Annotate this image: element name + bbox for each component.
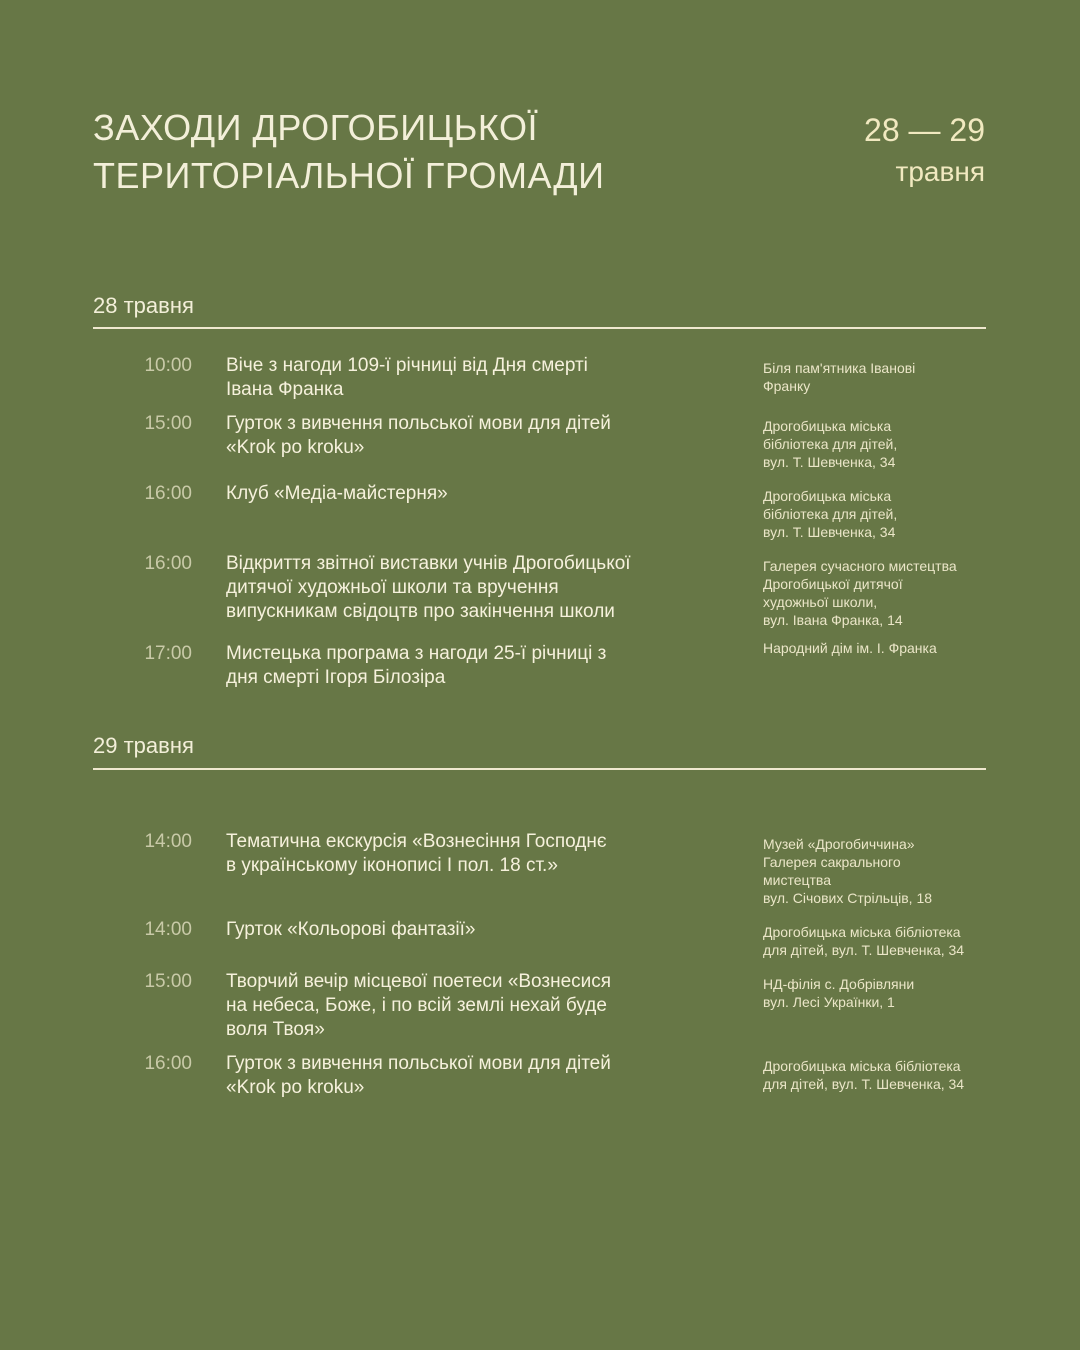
event-time: 10:00 xyxy=(144,355,192,376)
event-title: Гурток з вивчення польської мови для дітей «Krok po kroku» xyxy=(226,413,611,458)
event-title: Тематична екскурсія «Вознесіння Господнє в українському іконописі І пол. 18 ст.» xyxy=(226,831,607,876)
divider xyxy=(93,327,986,329)
event-time: 16:00 xyxy=(144,1053,192,1074)
event-time: 16:00 xyxy=(144,483,192,504)
event-location: Дрогобицька міська бібліотека для дітей, вул. Т. Шевченка, 34 xyxy=(763,418,898,470)
event-location: Дрогобицька міська бібліотека для дітей, вул. Т. Шевченка, 34 xyxy=(763,924,965,958)
page-title-line-1: ЗАХОДИ ДРОГОБИЦЬКОЇ xyxy=(93,107,538,148)
day-heading: 29 травня xyxy=(93,733,194,758)
event-location: Дрогобицька міська бібліотека для дітей, вул. Т. Шевченка, 34 xyxy=(763,488,898,540)
event-title: Клуб «Медіа-майстерня» xyxy=(226,483,448,504)
event-location: Народний дім ім. І. Франка xyxy=(763,640,937,656)
event-location: Дрогобицька міська бібліотека для дітей, вул. Т. Шевченка, 34 xyxy=(763,1058,965,1092)
event-location: Біля пам'ятника Іванові Франку xyxy=(763,360,916,394)
event-time: 14:00 xyxy=(144,831,192,852)
event-location: Музей «Дрогобиччина» Галерея сакрального мистецтва вул. Січових Стрільців, 18 xyxy=(763,836,933,906)
date-month: травня xyxy=(895,156,985,187)
event-time: 16:00 xyxy=(144,553,192,574)
page-title xyxy=(93,104,605,200)
event-title: Мистецька програма з нагоди 25-ї річниці з дня смерті Ігоря Білозіра xyxy=(226,643,607,688)
event-time: 15:00 xyxy=(144,971,192,992)
event-title: Віче з нагоди 109-ї річниці від Дня смерті Івана Франка xyxy=(226,355,588,400)
date-range-block xyxy=(864,108,985,192)
event-title: Творчий вечір місцевої поетеси «Вознесися на небеса, Боже, і по всій землі нехай буде воля Твоя» xyxy=(226,971,612,1040)
divider xyxy=(93,768,986,770)
event-time: 15:00 xyxy=(144,413,192,434)
event-title: Відкриття звітної виставки учнів Дрогобицької дитячої художньої школи та вручення випускникам свідоцтв про закінчення школи xyxy=(226,553,631,622)
event-time: 14:00 xyxy=(144,919,192,940)
event-title: Гурток з вивчення польської мови для дітей «Krok po kroku» xyxy=(226,1053,611,1098)
day-heading: 28 травня xyxy=(93,293,194,318)
date-range: 28 — 29 xyxy=(864,112,985,148)
event-time: 17:00 xyxy=(144,643,192,664)
event-location: НД-філія с. Добрівляни вул. Лесі Українки, 1 xyxy=(763,976,915,1010)
event-location: Галерея сучасного мистецтва Дрогобицької дитячої художньої школи, вул. Івана Франка, 14 xyxy=(763,558,957,628)
page-title-line-2: ТЕРИТОРІАЛЬНОЇ ГРОМАДИ xyxy=(93,155,605,196)
event-title: Гурток «Кольорові фантазії» xyxy=(226,919,476,940)
